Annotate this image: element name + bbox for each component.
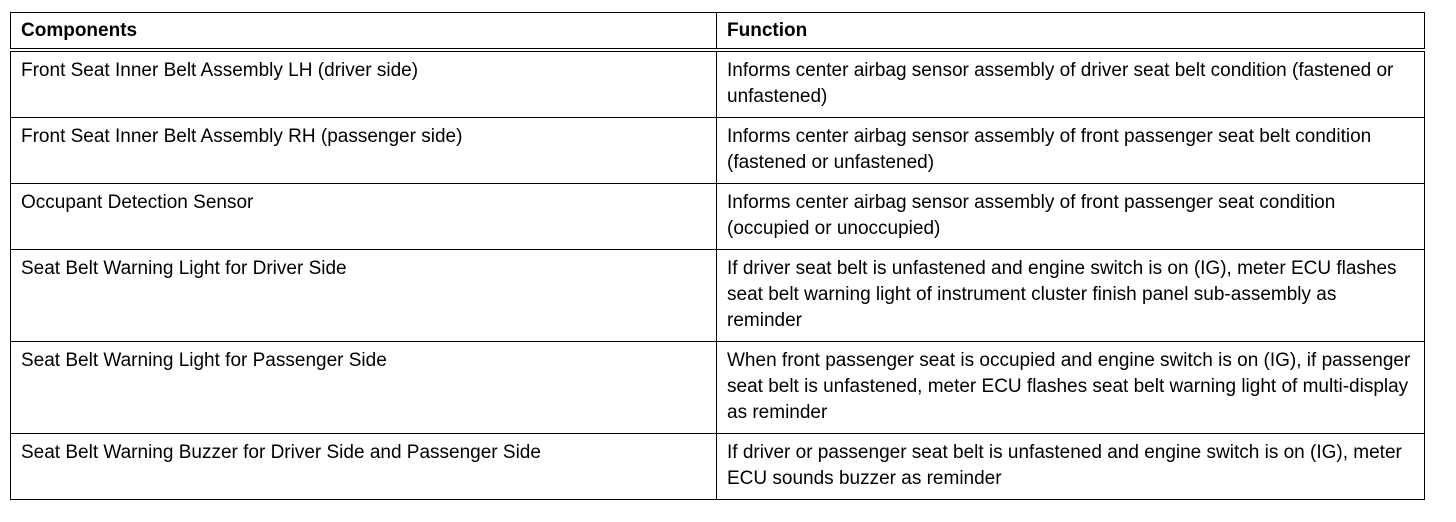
function-cell: Informs center airbag sensor assembly of front passenger seat belt condition (fastened or unfastened): [717, 118, 1425, 184]
function-cell: If driver seat belt is unfastened and engine switch is on (IG), meter ECU flashes seat belt warning light of instrument cluster finish panel sub-assembly as reminder: [717, 250, 1425, 342]
function-cell: When front passenger seat is occupied and engine switch is on (IG), if passenger seat belt is unfastened, meter ECU flashes seat belt warning light of multi-display as reminder: [717, 342, 1425, 434]
header-row: [11, 13, 1425, 51]
component-cell: Seat Belt Warning Light for Passenger Side: [11, 342, 717, 434]
component-cell: Seat Belt Warning Light for Driver Side: [11, 250, 717, 342]
table-row: [11, 50, 1425, 118]
header-function: Function: [717, 13, 1425, 51]
component-cell: Front Seat Inner Belt Assembly RH (passenger side): [11, 118, 717, 184]
table-row: [11, 184, 1425, 250]
components-function-table-wrapper: [10, 12, 1424, 500]
component-cell: Seat Belt Warning Buzzer for Driver Side and Passenger Side: [11, 434, 717, 500]
header-components: Components: [11, 13, 717, 51]
component-cell: Front Seat Inner Belt Assembly LH (driver side): [11, 50, 717, 118]
table-body: [11, 50, 1425, 500]
function-cell: If driver or passenger seat belt is unfastened and engine switch is on (IG), meter ECU sounds buzzer as reminder: [717, 434, 1425, 500]
table-row: [11, 342, 1425, 434]
components-function-table: [10, 12, 1425, 500]
table-header: [11, 13, 1425, 51]
table-row: [11, 250, 1425, 342]
table-row: [11, 118, 1425, 184]
component-cell: Occupant Detection Sensor: [11, 184, 717, 250]
table-row: [11, 434, 1425, 500]
function-cell: Informs center airbag sensor assembly of driver seat belt condition (fastened or unfastened): [717, 50, 1425, 118]
function-cell: Informs center airbag sensor assembly of front passenger seat condition (occupied or unoccupied): [717, 184, 1425, 250]
